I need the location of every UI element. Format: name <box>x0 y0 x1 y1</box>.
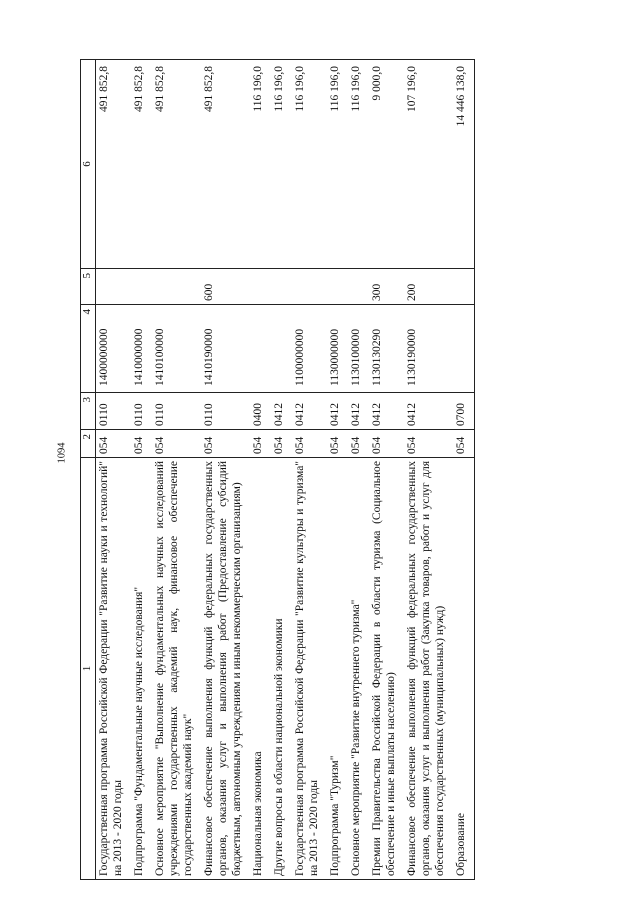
table-row <box>292 60 327 880</box>
row-expense-type <box>453 269 475 305</box>
table-row <box>348 60 369 880</box>
row-expense-type: 300 <box>369 269 404 305</box>
column-header: 4 <box>81 305 96 393</box>
row-section: 0400 <box>250 393 271 430</box>
table-header-row <box>81 60 96 880</box>
row-ministry: 054 <box>453 430 475 458</box>
row-amount: 491 852,8 <box>131 60 152 269</box>
row-target <box>250 305 271 393</box>
row-expense-type <box>152 269 201 305</box>
row-target: 1410000000 <box>131 305 152 393</box>
row-amount: 14 446 138,0 <box>453 60 475 269</box>
row-expense-type: 600 <box>201 269 250 305</box>
row-expense-type <box>250 269 271 305</box>
row-amount: 116 196,0 <box>348 60 369 269</box>
row-amount: 491 852,8 <box>96 60 132 269</box>
rotated-page-content <box>80 60 632 880</box>
row-ministry: 054 <box>250 430 271 458</box>
column-header: 5 <box>81 269 96 305</box>
row-section: 0110 <box>131 393 152 430</box>
table-row <box>453 60 475 880</box>
table-row <box>327 60 348 880</box>
row-ministry: 054 <box>369 430 404 458</box>
row-section: 0412 <box>369 393 404 430</box>
row-target <box>271 305 292 393</box>
table-row <box>271 60 292 880</box>
page-number <box>56 442 68 464</box>
row-name: Подпрограмма "Фундаментальные научные исследования" <box>131 458 152 880</box>
row-section: 0412 <box>292 393 327 430</box>
page-number-text: 1094 <box>56 442 68 464</box>
column-header: 2 <box>81 430 96 458</box>
row-name: Подпрограмма "Туризм" <box>327 458 348 880</box>
row-section: 0412 <box>404 393 453 430</box>
row-target: 1410190000 <box>201 305 250 393</box>
table-row <box>152 60 201 880</box>
row-name: Финансовое обеспечение выполнения функций федеральных государственных органов, оказания услуг и выполнения работ (Предоставление субсидий бюджетным, автономным учреждениям и иным некоммерческим организациям) <box>201 458 250 880</box>
column-header: 1 <box>81 458 96 880</box>
row-name: Национальная экономика <box>250 458 271 880</box>
row-amount: 491 852,8 <box>201 60 250 269</box>
row-amount: 116 196,0 <box>250 60 271 269</box>
column-header: 6 <box>81 60 96 269</box>
row-expense-type <box>348 269 369 305</box>
row-section: 0412 <box>348 393 369 430</box>
row-amount: 107 196,0 <box>404 60 453 269</box>
row-amount: 116 196,0 <box>327 60 348 269</box>
row-section: 0110 <box>152 393 201 430</box>
row-amount: 116 196,0 <box>292 60 327 269</box>
row-name: Основное мероприятие "Выполнение фундаментальных научных исследований учреждениями государственных академий наук, финансовое обеспечение государственных академий наук" <box>152 458 201 880</box>
table-row <box>369 60 404 880</box>
row-ministry: 054 <box>96 430 132 458</box>
row-section: 0412 <box>271 393 292 430</box>
row-target: 1410100000 <box>152 305 201 393</box>
table-row <box>250 60 271 880</box>
row-target: 1130000000 <box>327 305 348 393</box>
table-body <box>96 60 475 880</box>
row-target: 1130100000 <box>348 305 369 393</box>
row-target: 1400000000 <box>96 305 132 393</box>
row-ministry: 054 <box>292 430 327 458</box>
row-section: 0110 <box>201 393 250 430</box>
row-ministry: 054 <box>152 430 201 458</box>
row-ministry: 054 <box>201 430 250 458</box>
row-amount: 491 852,8 <box>152 60 201 269</box>
row-ministry: 054 <box>131 430 152 458</box>
row-amount: 9 000,0 <box>369 60 404 269</box>
row-target: 1130190000 <box>404 305 453 393</box>
row-target <box>453 305 475 393</box>
row-expense-type <box>131 269 152 305</box>
row-expense-type: 200 <box>404 269 453 305</box>
row-amount: 116 196,0 <box>271 60 292 269</box>
row-ministry: 054 <box>404 430 453 458</box>
row-expense-type <box>96 269 132 305</box>
table-row <box>131 60 152 880</box>
row-name: Премии Правительства Российской Федерации в области туризма (Социальное обеспечение и иные выплаты населению) <box>369 458 404 880</box>
row-ministry: 054 <box>348 430 369 458</box>
row-name: Финансовое обеспечение выполнения функций федеральных государственных органов, оказания услуг и выполнения работ (Закупка товаров, работ и услуг для обеспечения государственных (муниципальных) нужд) <box>404 458 453 880</box>
row-name: Другие вопросы в области национальной экономики <box>271 458 292 880</box>
row-section: 0412 <box>327 393 348 430</box>
row-target: 1130130290 <box>369 305 404 393</box>
column-header: 3 <box>81 393 96 430</box>
row-name: Государственная программа Российской Федерации "Развитие культуры и туризма" на 2013 - 2020 годы <box>292 458 327 880</box>
row-ministry: 054 <box>327 430 348 458</box>
row-ministry: 054 <box>271 430 292 458</box>
row-name: Основное мероприятие "Развитие внутреннего туризма" <box>348 458 369 880</box>
table-row <box>404 60 453 880</box>
row-expense-type <box>271 269 292 305</box>
row-target: 1100000000 <box>292 305 327 393</box>
row-name: Образование <box>453 458 475 880</box>
table-row <box>201 60 250 880</box>
row-name: Государственная программа Российской Федерации "Развитие науки и технологий" на 2013 - 2020 годы <box>96 458 132 880</box>
row-expense-type <box>327 269 348 305</box>
row-section: 0700 <box>453 393 475 430</box>
budget-table <box>80 59 475 880</box>
row-section: 0110 <box>96 393 132 430</box>
row-expense-type <box>292 269 327 305</box>
table-row <box>96 60 132 880</box>
